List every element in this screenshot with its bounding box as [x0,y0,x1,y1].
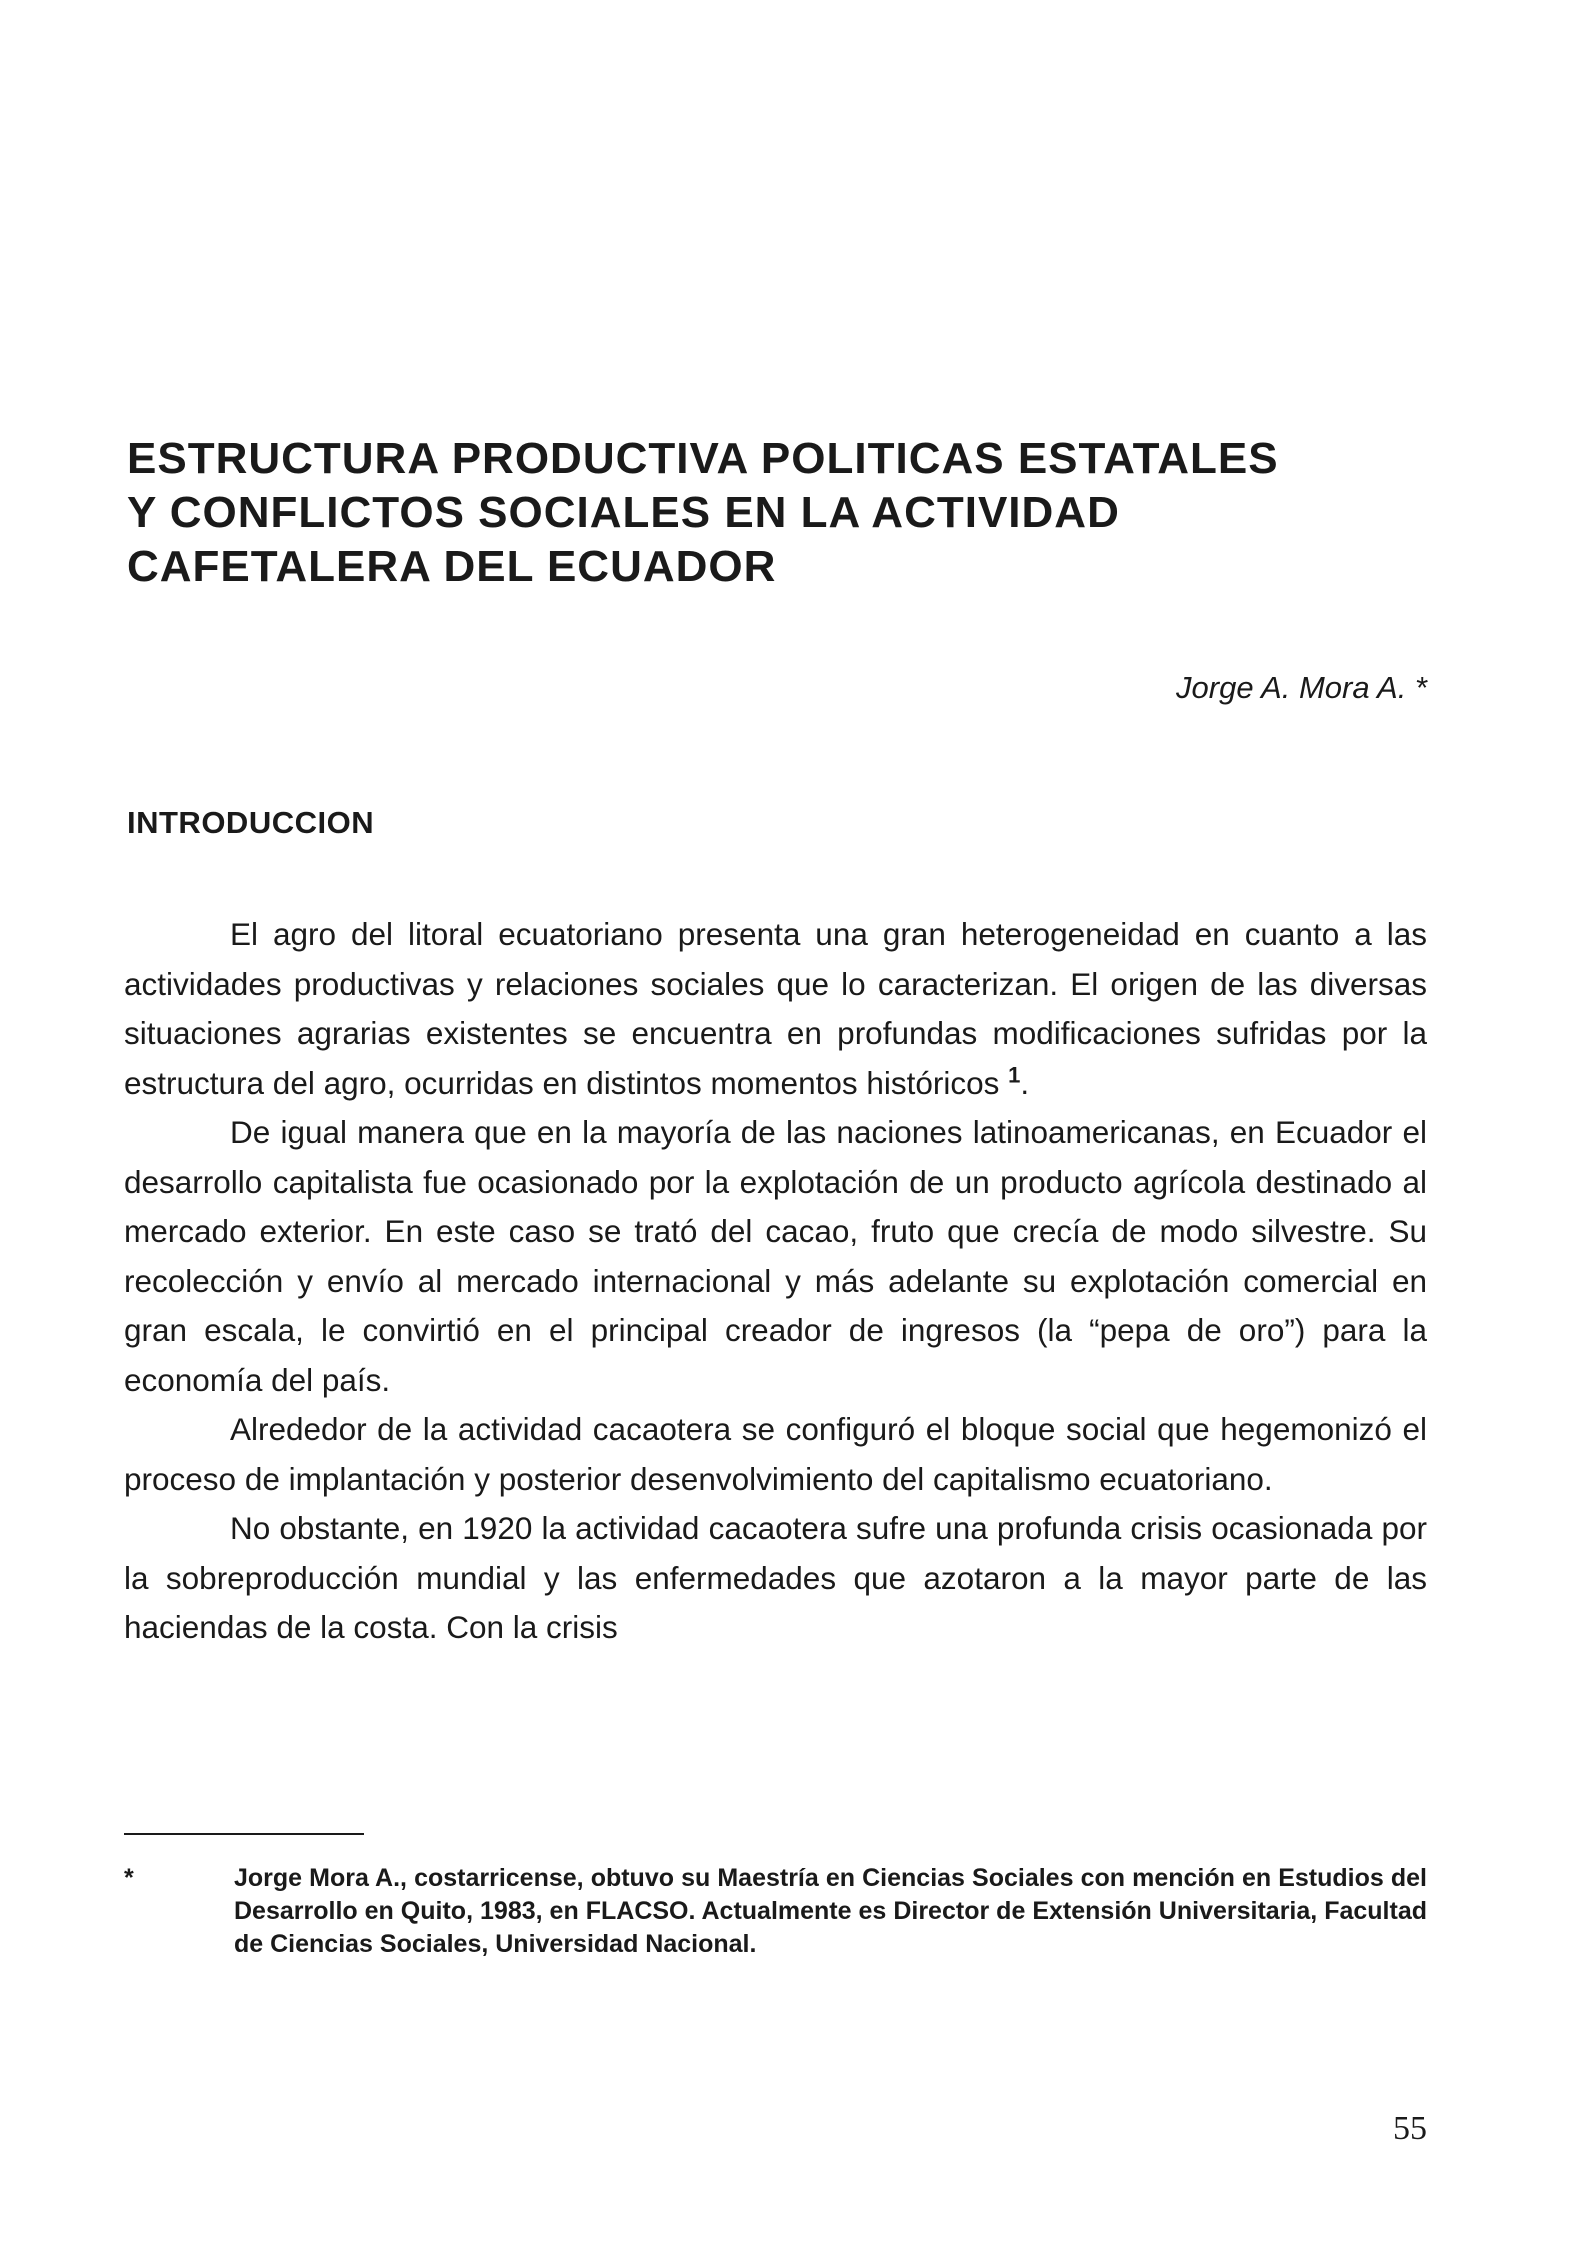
footnote [124,1862,1427,1961]
footnote-marker: * [124,1864,134,1892]
article-title [127,432,1427,594]
title-line: ESTRUCTURA PRODUCTIVA POLITICAS ESTATALES [127,434,1279,483]
footnote-text: Jorge Mora A., costarricense, obtuvo su Maestría en Ciencias Sociales con mención en Estudios del Desarrollo en Quito, 1983, en FLACSO. Actualmente es Director de Extensión Universitaria, Facultad de Ciencias Sociales, Universidad Nacional. [234,1864,1427,1958]
section-heading: INTRODUCCION [127,805,375,840]
paragraph-tail: . [1020,1064,1030,1101]
article-body [124,910,1427,1653]
body-paragraph: No obstante, en 1920 la actividad cacaotera sufre una profunda crisis ocasionada por la sobreproducción mundial y las enfermedades que azotaron a la mayor parte de las haciendas de la costa. Con la crisis [124,1510,1427,1645]
body-paragraph: Alrededor de la actividad cacaotera se configuró el bloque social que hegemonizó el proceso de implantación y posterior desenvolvimiento del capitalismo ecuatoriano. [124,1411,1427,1497]
body-paragraph: De igual manera que en la mayoría de las naciones latinoamericanas, en Ecuador el desarrollo capitalista fue ocasionado por la explotación de un producto agrícola destinado al mercado exterior. En este caso se trató del cacao, fruto que crecía de modo silvestre. Su recolección y envío al mercado internacional y más adelante su explotación comercial en gran escala, le convirtió en el principal creador de ingresos (la “pepa de oro”) para la economía del país. [124,1114,1427,1398]
page-number: 55 [1393,2110,1427,2147]
author-byline: Jorge A. Mora A. * [1176,670,1427,705]
title-line: Y CONFLICTOS SOCIALES EN LA ACTIVIDAD [127,488,1120,537]
footnote-divider [124,1833,364,1835]
footnote-reference: 1 [1008,1062,1021,1087]
title-line: CAFETALERA DEL ECUADOR [127,542,777,591]
paragraph-text: El agro del litoral ecuatoriano presenta una gran heterogeneidad en cuanto a las actividades productivas y relaciones sociales que lo caracterizan. El origen de las diversas situaciones agrarias existentes se encuentra en profundas modificaciones sufridas por la estructura del agro, ocurridas en distintos momentos históricos [124,916,1427,1101]
body-paragraph [124,910,1427,1108]
